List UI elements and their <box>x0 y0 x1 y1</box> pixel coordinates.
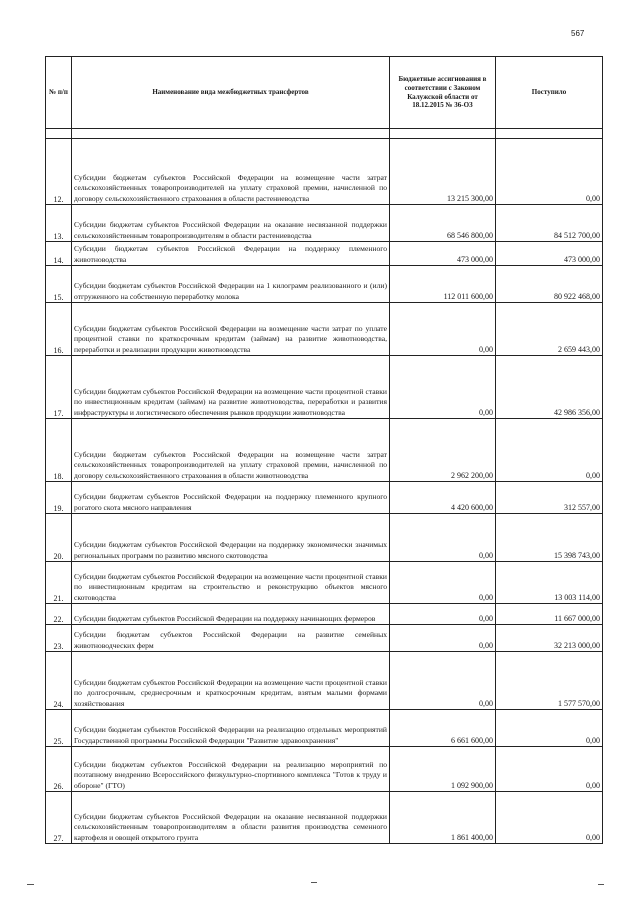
row-number: 19. <box>46 482 72 514</box>
row-name: Субсидии бюджетам субъектов Российской Федерации на возмещение части затрат сельскохозяйственных товаропроизводителей на уплату страховой премии, начисленной по договору сельскохозяйственного страхования в области животноводства <box>72 419 390 482</box>
row-name: Субсидии бюджетам субъектов Российской Федерации на поддержку племенного животноводства <box>72 242 390 266</box>
table-row <box>46 710 603 747</box>
scan-mark <box>27 884 34 885</box>
header-num: № п/п <box>46 57 72 129</box>
row-name: Субсидии бюджетам субъектов Российской Федерации на возмещение части процентной ставки по инвестиционным кредитам на строительство и реконструкцию объектов мясного скотоводства <box>72 562 390 604</box>
row-budget-amount: 0,00 <box>390 652 496 710</box>
row-name: Субсидии бюджетам субъектов Российской Федерации на возмещение части затрат по уплате процентной ставки по краткосрочным кредитам (займам) на развитие животноводства, переработки и реализации продукции животноводства <box>72 303 390 356</box>
row-name: Субсидии бюджетам субъектов Российской Федерации на возмещение части процентной ставки по долгосрочным, среднесрочным и краткосрочным кредитам, взятым малыми формами хозяйствования <box>72 652 390 710</box>
row-budget-amount: 0,00 <box>390 625 496 652</box>
row-received-amount: 0,00 <box>496 419 603 482</box>
row-received-amount: 13 003 114,00 <box>496 562 603 604</box>
spacer-row <box>46 129 603 139</box>
row-received-amount: 15 398 743,00 <box>496 514 603 562</box>
scan-mark <box>598 884 604 885</box>
subsidy-table <box>45 56 603 844</box>
row-number: 23. <box>46 625 72 652</box>
row-budget-amount: 0,00 <box>390 604 496 625</box>
table-row <box>46 303 603 356</box>
row-name: Субсидии бюджетам субъектов Российской Федерации на возмещение части процентной ставки по инвестиционным кредитам (займам) на развитие животноводства, переработки и развития инфраструктуры и логистического обеспечения рынков продукции животноводства <box>72 356 390 419</box>
row-number: 24. <box>46 652 72 710</box>
row-name: Субсидии бюджетам субъектов Российской Федерации на возмещение части затрат сельскохозяйственных товаропроизводителей на уплату страховой премии, начисленной по договору сельскохозяйственного страхования в области растениеводства <box>72 139 390 205</box>
table-row <box>46 356 603 419</box>
row-budget-amount: 13 215 300,00 <box>390 139 496 205</box>
row-received-amount: 473 000,00 <box>496 242 603 266</box>
row-name: Субсидии бюджетам субъектов Российской Федерации на поддержку начинающих фермеров <box>72 604 390 625</box>
scan-mark <box>311 882 317 883</box>
row-budget-amount: 68 546 800,00 <box>390 205 496 242</box>
row-number: 17. <box>46 356 72 419</box>
table-row <box>46 792 603 844</box>
row-number: 14. <box>46 242 72 266</box>
row-name: Субсидии бюджетам субъектов Российской Федерации на развитие семейных животноводческих ферм <box>72 625 390 652</box>
row-budget-amount: 4 420 600,00 <box>390 482 496 514</box>
row-budget-amount: 112 011 600,00 <box>390 266 496 303</box>
row-number: 25. <box>46 710 72 747</box>
row-budget-amount: 0,00 <box>390 356 496 419</box>
row-received-amount: 0,00 <box>496 710 603 747</box>
row-received-amount: 2 659 443,00 <box>496 303 603 356</box>
row-number: 21. <box>46 562 72 604</box>
row-received-amount: 42 986 356,00 <box>496 356 603 419</box>
row-received-amount: 0,00 <box>496 792 603 844</box>
table-row <box>46 139 603 205</box>
row-number: 13. <box>46 205 72 242</box>
row-number: 26. <box>46 747 72 792</box>
header-budget: Бюджетные ассигнования в соответствии с Законом Калужской области от 18.12.2015 № 36-ОЗ <box>390 57 496 129</box>
row-number: 22. <box>46 604 72 625</box>
table-row <box>46 419 603 482</box>
table-row <box>46 625 603 652</box>
row-name: Субсидии бюджетам субъектов Российской Федерации на реализацию мероприятий по поэтапному внедрению Всероссийского физкультурно-спортивного комплекса "Готов к труду и обороне" (ГТО) <box>72 747 390 792</box>
row-received-amount: 312 557,00 <box>496 482 603 514</box>
table-row <box>46 562 603 604</box>
row-name: Субсидии бюджетам субъектов Российской Федерации на поддержку экономически значимых региональных программ по развитию мясного скотоводства <box>72 514 390 562</box>
table-row <box>46 604 603 625</box>
row-received-amount: 84 512 700,00 <box>496 205 603 242</box>
row-received-amount: 0,00 <box>496 747 603 792</box>
header-row <box>46 57 603 129</box>
page-number: 567 <box>571 29 585 38</box>
row-number: 20. <box>46 514 72 562</box>
row-received-amount: 32 213 000,00 <box>496 625 603 652</box>
row-name: Субсидии бюджетам субъектов Российской Федерации на реализацию отдельных мероприятий Государственной программы Российской Федерации "Развитие здравоохранения" <box>72 710 390 747</box>
table-row <box>46 747 603 792</box>
row-number: 27. <box>46 792 72 844</box>
row-budget-amount: 2 962 200,00 <box>390 419 496 482</box>
table-row <box>46 266 603 303</box>
row-budget-amount: 473 000,00 <box>390 242 496 266</box>
table-row <box>46 242 603 266</box>
table-row <box>46 482 603 514</box>
row-name: Субсидии бюджетам субъектов Российской Федерации на 1 килограмм реализованного и (или) отгруженного на собственную переработку молока <box>72 266 390 303</box>
row-budget-amount: 1 861 400,00 <box>390 792 496 844</box>
row-budget-amount: 0,00 <box>390 562 496 604</box>
row-budget-amount: 6 661 600,00 <box>390 710 496 747</box>
row-received-amount: 11 667 000,00 <box>496 604 603 625</box>
row-received-amount: 1 577 570,00 <box>496 652 603 710</box>
row-name: Субсидии бюджетам субъектов Российской Федерации на поддержку племенного крупного рогатого скота мясного направления <box>72 482 390 514</box>
header-received: Поступило <box>496 57 603 129</box>
row-number: 16. <box>46 303 72 356</box>
row-budget-amount: 0,00 <box>390 303 496 356</box>
row-received-amount: 0,00 <box>496 139 603 205</box>
row-number: 12. <box>46 139 72 205</box>
header-name: Наименование вида межбюджетных трансфертов <box>72 57 390 129</box>
table-row <box>46 652 603 710</box>
row-number: 18. <box>46 419 72 482</box>
row-name: Субсидии бюджетам субъектов Российской Федерации на оказание несвязанной поддержки сельскохозяйственным товаропроизводителям в области развития производства семенного картофеля и овощей открытого грунта <box>72 792 390 844</box>
row-budget-amount: 1 092 900,00 <box>390 747 496 792</box>
table-row <box>46 205 603 242</box>
row-received-amount: 80 922 468,00 <box>496 266 603 303</box>
row-budget-amount: 0,00 <box>390 514 496 562</box>
table-row <box>46 514 603 562</box>
row-number: 15. <box>46 266 72 303</box>
row-name: Субсидии бюджетам субъектов Российской Федерации на оказание несвязанной поддержки сельскохозяйственным товаропроизводителям в области растениеводства <box>72 205 390 242</box>
